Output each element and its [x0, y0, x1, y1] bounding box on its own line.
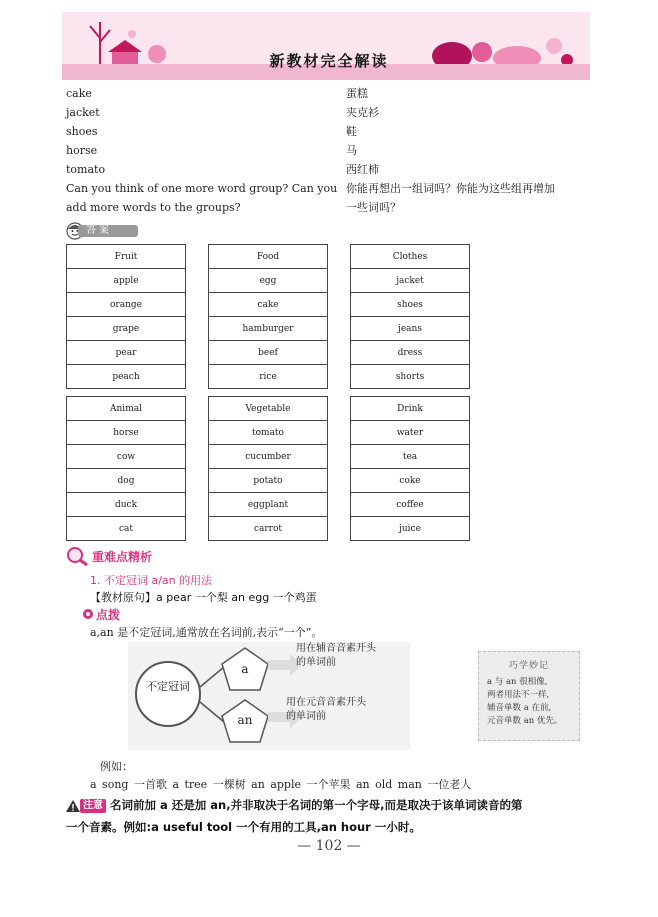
table-row: [67, 341, 186, 365]
explanation-text: a,an 是不定冠词,通常放在名词前,表示“一个”。: [90, 626, 323, 639]
category-item: duck: [67, 493, 186, 517]
vocab-english: tomato: [66, 163, 106, 176]
memory-tip-box: [478, 651, 580, 741]
category-table: [208, 244, 328, 389]
table-row: [351, 493, 470, 517]
category-table: [66, 396, 186, 541]
table-row: [209, 493, 328, 517]
table-row: [351, 341, 470, 365]
table-row: [67, 493, 186, 517]
note-line-1: 名词前加 a 还是加 an,并非取决于名词的第一个字母,而是取决于该单词读音的第: [110, 798, 523, 812]
table-row: [351, 245, 470, 269]
table-row: [209, 445, 328, 469]
diagram-an-desc-2: 的单词前: [286, 711, 326, 722]
vocab-english: horse: [66, 144, 98, 157]
table-row: [67, 445, 186, 469]
table-row: [351, 365, 470, 389]
vocab-row: [66, 122, 606, 141]
diagram-center-label: 不定冠词: [146, 680, 190, 693]
note-badge: 注意: [80, 799, 106, 813]
table-row: [209, 245, 328, 269]
category-item: juice: [351, 517, 470, 541]
category-item: coke: [351, 469, 470, 493]
table-row: [209, 269, 328, 293]
table-row: [67, 397, 186, 421]
vocab-english: shoes: [66, 125, 98, 138]
category-item: jacket: [351, 269, 470, 293]
category-item: cow: [67, 445, 186, 469]
category-item: tomato: [209, 421, 328, 445]
table-row: [209, 317, 328, 341]
category-header: Drink: [351, 397, 470, 421]
section-title: 重难点精析: [92, 550, 153, 564]
point-heading: 1. 不定冠词 a/an 的用法: [90, 574, 213, 587]
category-item: jeans: [351, 317, 470, 341]
category-table: [66, 244, 186, 389]
category-item: cucumber: [209, 445, 328, 469]
table-row: [209, 341, 328, 365]
category-item: grape: [67, 317, 186, 341]
page-title: 新教材完全解读: [269, 52, 389, 70]
table-row: [209, 421, 328, 445]
category-item: cake: [209, 293, 328, 317]
category-header: Food: [209, 245, 328, 269]
category-item: water: [351, 421, 470, 445]
diagram-an-label: an: [237, 713, 253, 727]
category-item: pear: [67, 341, 186, 365]
table-row: [67, 245, 186, 269]
table-row: [67, 517, 186, 541]
warning-icon: [66, 800, 80, 812]
category-header: Animal: [67, 397, 186, 421]
diagram-a-desc-2: 的单词前: [296, 657, 336, 668]
category-item: egg: [209, 269, 328, 293]
table-row: [351, 269, 470, 293]
vocab-chinese: 马: [346, 144, 357, 157]
article-diagram: [128, 642, 410, 750]
table-row: [209, 293, 328, 317]
category-item: orange: [67, 293, 186, 317]
table-row: [351, 317, 470, 341]
category-item: beef: [209, 341, 328, 365]
note-line-2: 一个音素。例如:a useful tool 一个有用的工具,an hour 一小时。: [66, 820, 421, 834]
vocab-row: [66, 198, 606, 217]
category-item: potato: [209, 469, 328, 493]
tip-line: 辅音单数 a 在前,: [487, 703, 552, 713]
vocab-row: [66, 141, 606, 160]
category-item: dress: [351, 341, 470, 365]
note-block: [66, 794, 602, 838]
table-row: [67, 421, 186, 445]
vocab-chinese: 西红柿: [346, 163, 379, 176]
vocab-row: [66, 160, 606, 179]
table-row: [67, 293, 186, 317]
tip-line: 元音单数 an 优先。: [487, 716, 563, 726]
table-row: [351, 397, 470, 421]
tip-line: 两者用法不一样,: [487, 690, 550, 700]
vocab-english: jacket: [66, 106, 100, 119]
table-row: [209, 397, 328, 421]
category-item: tea: [351, 445, 470, 469]
answer-label: 答案: [78, 225, 138, 237]
table-row: [67, 365, 186, 389]
diagram-shapes: [128, 642, 410, 750]
vocab-row: [66, 179, 606, 198]
category-table: [350, 244, 470, 389]
example-label: 例如：: [100, 760, 133, 773]
category-header: Clothes: [351, 245, 470, 269]
category-item: cat: [67, 517, 186, 541]
tip-title: 巧学妙记: [508, 661, 549, 671]
vocab-row: [66, 84, 606, 103]
textbook-sentence: 【教材原句】a pear 一个梨 an egg 一个鸡蛋: [90, 591, 317, 604]
table-row: [209, 517, 328, 541]
category-item: rice: [209, 365, 328, 389]
vocab-chinese: 你能再想出一组词吗？你能为这些组再增加: [346, 182, 555, 195]
category-item: carrot: [209, 517, 328, 541]
diagram-a-label: a: [241, 662, 249, 676]
category-item: shorts: [351, 365, 470, 389]
table-row: [351, 421, 470, 445]
table-row: [351, 293, 470, 317]
vocab-chinese: 蛋糕: [346, 87, 368, 100]
vocab-chinese: 鞋: [346, 125, 357, 138]
diagram-a-desc-1: 用在辅音音素开头: [296, 643, 376, 654]
magnifier-icon: [66, 546, 90, 566]
category-item: dog: [67, 469, 186, 493]
category-item: horse: [67, 421, 186, 445]
vocab-chinese: 一些词吗？: [346, 201, 401, 214]
category-table: [208, 396, 328, 541]
table-row: [209, 469, 328, 493]
diagram-an-desc-1: 用在元音音素开头: [286, 697, 366, 708]
category-item: shoes: [351, 293, 470, 317]
table-row: [351, 445, 470, 469]
category-item: hamburger: [209, 317, 328, 341]
page-number: — 102 —: [297, 838, 361, 854]
vocab-english: add more words to the groups?: [66, 201, 241, 214]
category-item: eggplant: [209, 493, 328, 517]
vocab-english: cake: [66, 87, 92, 100]
vocab-chinese: 夹克衫: [346, 106, 379, 119]
table-row: [67, 317, 186, 341]
category-header: Fruit: [67, 245, 186, 269]
answer-badge: [64, 222, 140, 240]
table-row: [351, 469, 470, 493]
vocab-english: Can you think of one more word group? Can you: [66, 182, 338, 195]
tip-text: [487, 676, 575, 728]
bullet-icon: [82, 608, 94, 620]
table-row: [67, 469, 186, 493]
example-text: a song 一首歌 a tree 一棵树 an apple 一个苹果 an old man 一位老人: [90, 778, 472, 791]
table-row: [351, 517, 470, 541]
dianbo-heading: 点拨: [96, 608, 121, 622]
vocab-row: [66, 103, 606, 122]
category-header: Vegetable: [209, 397, 328, 421]
tip-line: a 与 an 很相像,: [487, 677, 548, 687]
category-table: [350, 396, 470, 541]
table-row: [67, 269, 186, 293]
category-item: peach: [67, 365, 186, 389]
table-row: [209, 365, 328, 389]
category-item: apple: [67, 269, 186, 293]
category-item: coffee: [351, 493, 470, 517]
